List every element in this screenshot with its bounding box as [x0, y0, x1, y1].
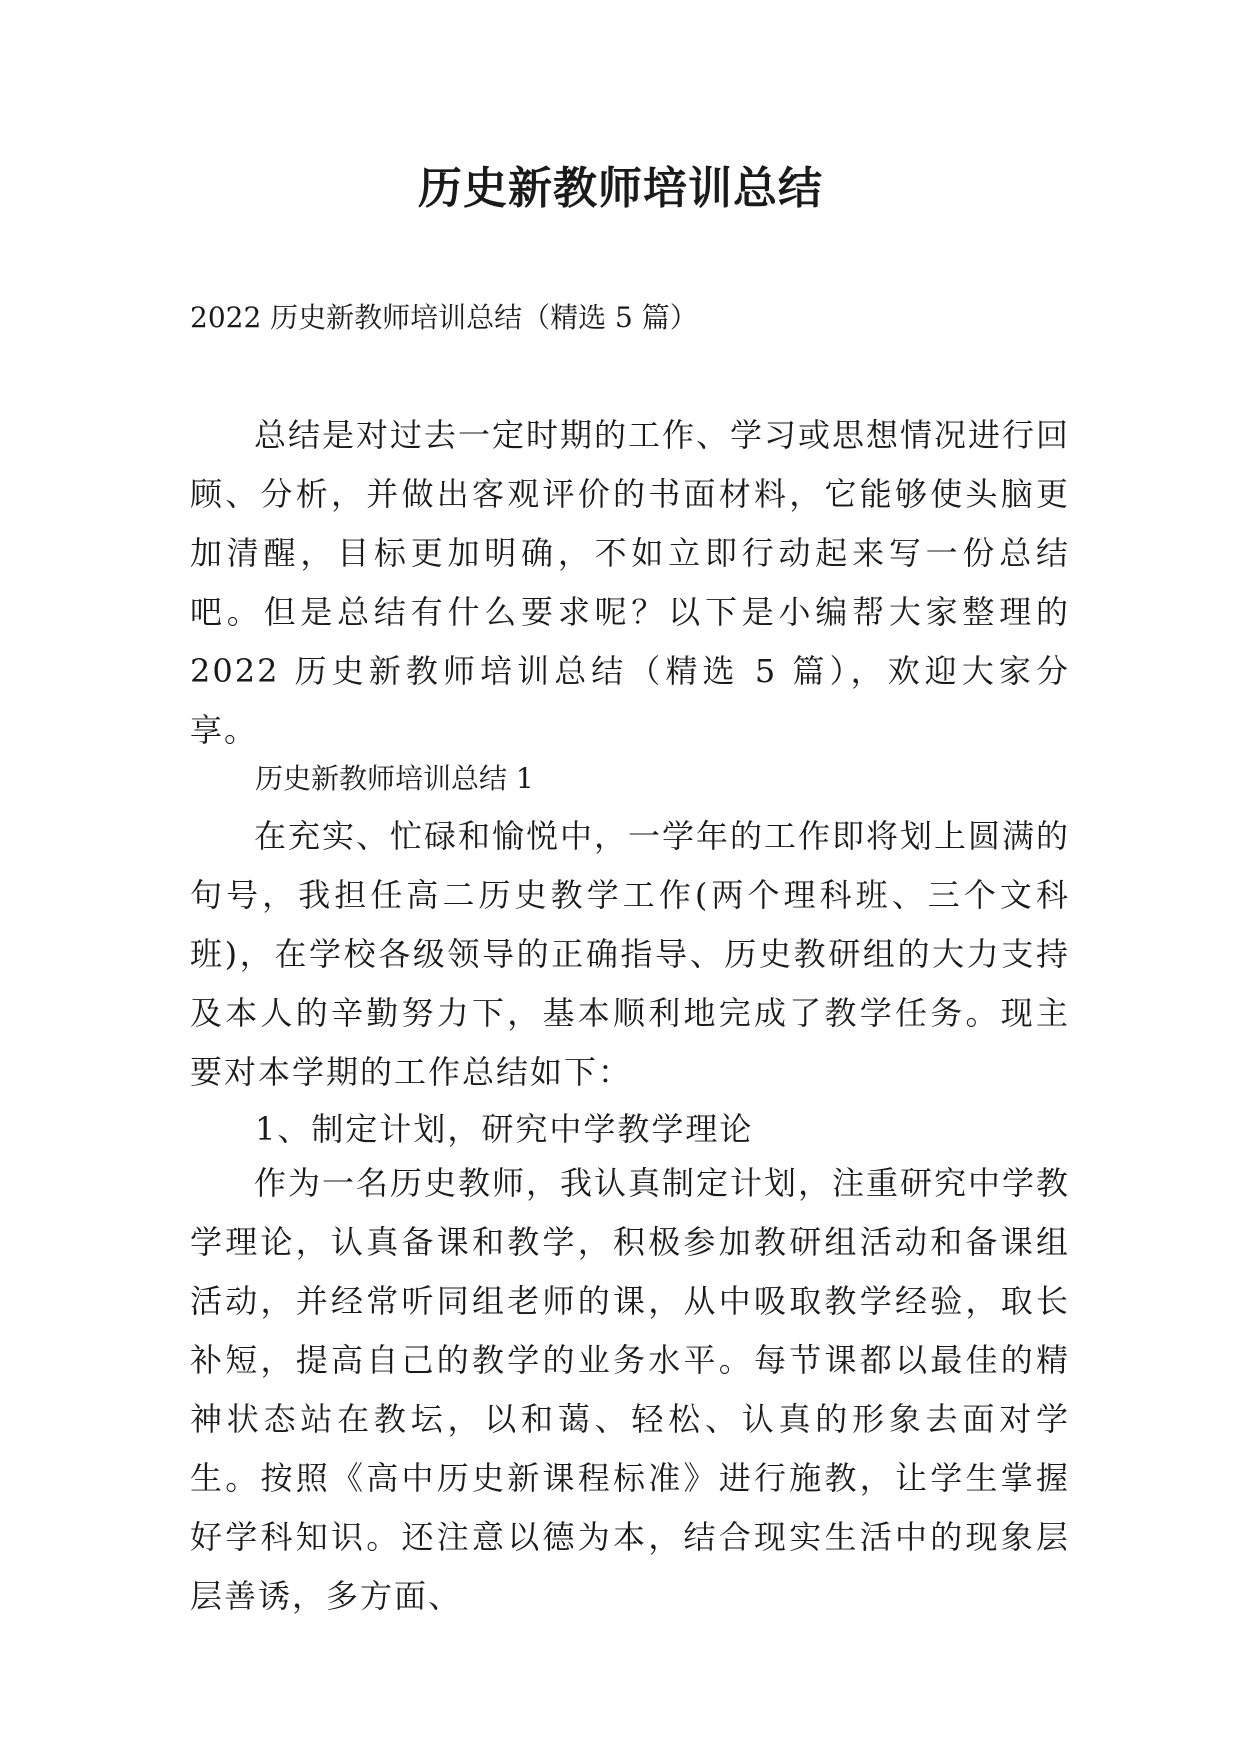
intro-paragraph: 总结是对过去一定时期的工作、学习或思想情况进行回顾、分析，并做出客观评价的书面材料，它能够使头脑更加清醒，目标更加明确，不如立即行动起来写一份总结吧。但是总结有什么要求呢？以下是小编帮大家整理的 2022 历史新教师培训总结（精选 5 篇），欢迎大家分享。 [190, 416, 1071, 749]
subheading-1: 1、制定计划，研究中学教学理论 [255, 1110, 754, 1148]
body-paragraph-2: 作为一名历史教师，我认真制定计划，注重研究中学教学理论，认真备课和教学，积极参加教研组活动和备课组活动，并经常听同组老师的课，从中吸取教学经验，取长补短，提高自己的教学的业务水平。每节课都以最佳的精神状态站在教坛，以和蔼、轻松、认真的形象去面对学生。按照《高中历史新课程标准》进行施教，让学生掌握好学科知识。还注意以德为本，结合现实生活中的现象层层善诱，多方面、 [190, 1164, 1071, 1615]
document-title: 历史新教师培训总结 [418, 163, 823, 214]
document-subtitle: 2022 历史新教师培训总结（精选 5 篇） [190, 301, 698, 334]
section-title: 历史新教师培训总结 1 [255, 762, 534, 795]
body-paragraph-1: 在充实、忙碌和愉悦中，一学年的工作即将划上圆满的句号，我担任高二历史教学工作(两个理科班、三个文科班)，在学校各级领导的正确指导、历史教研组的大力支持及本人的辛勤努力下，基本顺利地完成了教学任务。现主要对本学期的工作总结如下： [190, 817, 1071, 1091]
